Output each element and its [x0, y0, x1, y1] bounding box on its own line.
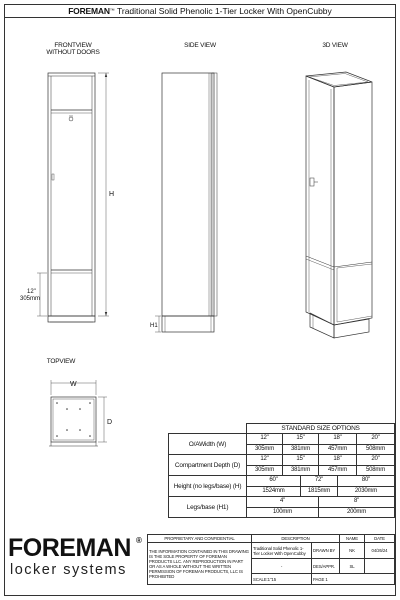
option-value: 20": [357, 434, 395, 445]
description-blank: -: [252, 559, 312, 574]
table-row: [169, 434, 395, 445]
drawn-by-date: 04/26/24: [365, 543, 395, 559]
description-text: Traditional Solid Phenolic 1-Tier Locker With OpenCubby: [252, 543, 312, 559]
option-value: 15": [283, 455, 319, 466]
front-view-drawing: [37, 73, 109, 322]
table-row: [169, 455, 395, 466]
title-block-row: [148, 543, 395, 559]
side-view-drawing: [155, 73, 217, 332]
option-value: 18": [319, 455, 357, 466]
drawn-by-name: NK: [340, 543, 365, 559]
proprietary-heading: PROPRIETARY AND CONFIDENTIAL: [148, 535, 252, 543]
iso-view-drawing: [306, 72, 372, 338]
option-value: 381mm: [283, 465, 319, 476]
top-view-fasteners: [56, 402, 91, 437]
top-view-label: TOPVIEW: [46, 358, 76, 365]
front-view-label-line1: FRONTVIEW: [54, 42, 92, 49]
option-row-label: Legs/base (H1): [169, 497, 247, 518]
option-value: 80": [338, 476, 395, 487]
option-row-label: O/AWidth (W): [169, 434, 247, 455]
side-view-label: SIDE VIEW: [184, 42, 216, 49]
title-block-header-row: [148, 535, 395, 543]
proprietary-text: THE INFORMATION CONTAINED IN THIS DRAWING IS THE SOLE PROPERTY OF FOREMAN PRODUCTS LLC. ANY REPRODUCTION IN PART OR AS A WHOLE WITHOUT THE WRITTEN PERMISSION OF FOREMAN PRODUCTS, LLC IS PROHIBITED: [148, 543, 252, 585]
title-brand: FOREMAN: [68, 6, 110, 16]
option-value: 60": [247, 476, 301, 487]
table-row: [169, 497, 395, 508]
option-value: 18": [319, 434, 357, 445]
iso-view-label: 3D VIEW: [322, 42, 348, 49]
option-value: 200mm: [319, 507, 395, 518]
dim-legs-label: H1: [150, 323, 158, 329]
front-view-label-line2: WITHOUT DOORS: [46, 49, 100, 56]
option-value: 305mm: [247, 444, 283, 455]
standard-size-options-table: [168, 423, 395, 518]
option-row-label: Compartment Depth (D): [169, 455, 247, 476]
page-text: PAGE 1: [312, 574, 395, 585]
dim-width-label: W: [70, 381, 77, 388]
option-value: 457mm: [319, 465, 357, 476]
approved-name: SL: [340, 559, 365, 574]
options-heading-row: [169, 424, 395, 434]
option-value: 508mm: [357, 444, 395, 455]
option-value: 2030mm: [338, 486, 395, 497]
approved-label: DES/APPR.: [312, 559, 340, 574]
option-value: 457mm: [319, 444, 357, 455]
date-heading: DATE: [365, 535, 395, 543]
option-value: 508mm: [357, 465, 395, 476]
dim-cubby-mm: 305mm: [20, 296, 41, 302]
description-heading: DESCRIPTION: [252, 535, 340, 543]
title-block: [147, 534, 395, 585]
option-value: 4": [247, 497, 319, 508]
options-heading: STANDARD SIZE OPTIONS: [247, 424, 395, 434]
option-value: 72": [301, 476, 338, 487]
option-value: 12": [247, 455, 283, 466]
option-value: 12": [247, 434, 283, 445]
dim-height-label: H: [109, 191, 115, 198]
option-value: 381mm: [283, 444, 319, 455]
option-value: 8": [319, 497, 395, 508]
option-row-label: Height (no legs/base) (H): [169, 476, 247, 497]
scale-text: SCALE:1"15: [252, 574, 312, 585]
table-row: [169, 476, 395, 487]
name-heading: NAME: [340, 535, 365, 543]
option-value: 1524mm: [247, 486, 301, 497]
option-value: 305mm: [247, 465, 283, 476]
dim-cubby-inches: 12": [27, 289, 36, 295]
logo-brand: FOREMAN: [8, 534, 131, 562]
logo-subtitle: locker systems: [10, 562, 127, 578]
foreman-logo: [8, 534, 148, 590]
logo-registered: ®: [136, 536, 142, 545]
drawn-by-label: DRAWN BY: [312, 543, 340, 559]
option-value: 20": [357, 455, 395, 466]
option-value: 1815mm: [301, 486, 338, 497]
option-value: 15": [283, 434, 319, 445]
dim-depth-label: D: [107, 419, 113, 426]
title-text: Traditional Solid Phenolic 1-Tier Locker With OpenCubby: [116, 6, 332, 16]
option-value: 100mm: [247, 507, 319, 518]
title-trademark: ™: [109, 8, 115, 14]
